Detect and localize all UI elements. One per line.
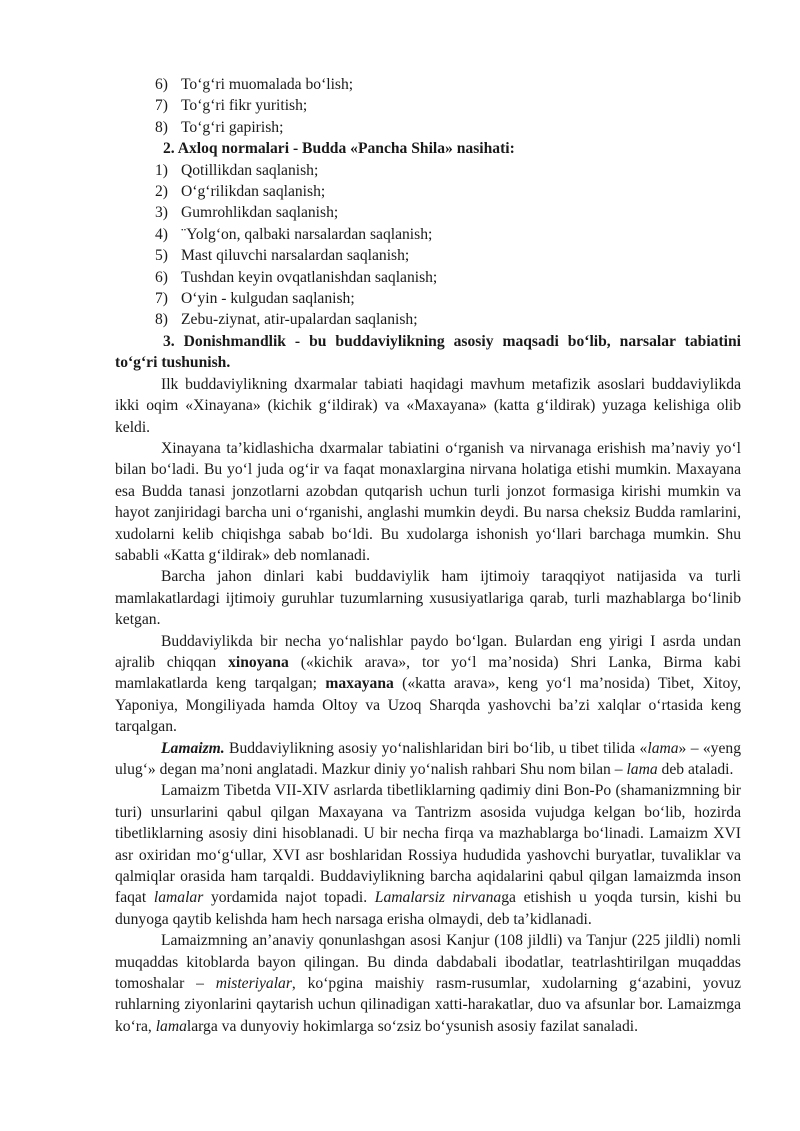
text-run: larga va dunyoviy hokimlarga so‘zsiz bo‘ysunish asosiy fazilat sanaladi. — [186, 1017, 638, 1035]
list-number: 7) — [155, 290, 168, 308]
list-text: Tushdan keyin ovqatlanishdan saqlanish; — [181, 268, 438, 286]
list-item — [115, 160, 741, 181]
term-misteriyalar: misteriyalar — [215, 975, 292, 993]
document-page — [115, 74, 741, 1037]
term-lama: lama — [155, 1017, 187, 1035]
paragraph-6 — [115, 780, 741, 930]
term-lamalar: lamalar — [153, 889, 204, 907]
list-number: 2) — [155, 183, 168, 201]
list-item — [115, 202, 741, 223]
list-number: 4) — [155, 225, 168, 243]
list-text: O‘yin - kulgudan saqlanish; — [181, 290, 355, 308]
paragraph-2: Xinayana ta’kidlashicha dxarmalar tabiatini o‘rganish va nirvanaga erishish ma’naviy yo‘l bilan bo‘ladi. Bu yo‘l juda og‘ir va faqat monaxlargina nirvana holatiga etishi mumkin. Maxayana esa Budda tanasi jonzotlarni azobdan qutqarish uchun turli jonzot formasiga kirishi mumkin va hayot zanjiridagi barcha uni o‘rganishi, anglashi mumkin deydi. Bu narsa cheksiz Budda ramlarini, xudolarni kelib chiqishga sabab bo‘ldi. Bu xudolarga ishonish yo‘llari barchaga mumkin. Shu sababli «Katta g‘ildirak» deb nomlanadi. — [115, 439, 741, 564]
text-run: yordamida najot topadi. — [203, 889, 375, 907]
list-item — [115, 181, 741, 202]
list-item — [115, 288, 741, 309]
list-item — [115, 95, 741, 116]
list-text: Mast qiluvchi narsalardan saqlanish; — [181, 247, 410, 265]
paragraph-4 — [115, 631, 741, 738]
text-run: ga etishish u yoqda tursin, kishi bu dunyoga qaytib kelishda ham hech narsaga erisha olmaydi, deb ta’kidlanadi. — [115, 889, 741, 928]
list-number: 1) — [155, 161, 168, 179]
list-text: Qotillikdan saqlanish; — [181, 161, 319, 179]
text-run: («katta arava», keng yo‘l ma’nosida) Tibet, Xitoy, Yaponiya, Mongiliyada hamda Oltoy va Uzoq Sharqda yashovchi ba’zi xalqlar o‘rtasida keng tarqalgan. — [115, 675, 741, 736]
term-lamaizm: Lamaizm. — [161, 739, 225, 757]
list-item — [115, 245, 741, 266]
text-run: Buddaviylikning asosiy yo‘nalishlaridan biri bo‘lib, u tibet tilida « — [224, 739, 648, 757]
section-heading-2: 2. Axloq normalari - Budda «Pancha Shila» nasihati: — [163, 140, 515, 158]
list-item — [115, 309, 741, 330]
text-run: Buddaviylikda bir necha yo‘nalishlar paydo bo‘lgan. Bulardan eng yirigi I asrda undan ajralib chiqqan — [115, 632, 741, 671]
list-text: To‘g‘ri muomalada bo‘lish; — [181, 76, 354, 93]
list-item — [115, 224, 741, 245]
text-run: Lamaizmning an’anaviy qonunlashgan asosi Kanjur (108 jildli) va Tanjur (225 jildli) nomli muqaddas kitoblarda bayon qilingan. Bu dinda dabdabali ibodatlar, teatrlashtirilgan muqaddas tomoshalar – — [115, 932, 741, 993]
text-run: Lamaizm Tibetda VII-XIV asrlarda tibetliklarning qadimiy dini Bon-Po (shamanizmning bir turi) unsurlarini qabul qilgan Maxayana va Tantrizm asosida vujudga kelgan bo‘lib, hozirda tibetliklarning asosiy dini hisoblanadi. U bir necha firqa va mazhablarga bo‘linadi. Lamaizm XVI asr oxiridan mo‘g‘ullar, XVI asr boshlaridan Rossiya hududida yashovchi buryatlar, tuvaliklar va qalmiqlar orasida ham tarqaldi. Buddaviylikning barcha aqidalarini qabul qilgan lamaizmda inson faqat — [115, 782, 741, 907]
list-text: To‘g‘ri gapirish; — [181, 118, 284, 136]
section-heading-3: 3. Donishmandlik - bu buddaviylikning asosiy maqsadi bo‘lib, narsalar tabiatini to‘g‘ri tushunish. — [115, 332, 741, 372]
term-lamalarsiz-nirvana: Lamalarsiz nirvana — [374, 889, 502, 907]
paragraph-3: Barcha jahon dinlari kabi buddaviylik ham ijtimoiy taraqqiyot natijasida va turli mamlakatlardagi ijtimoiy guruhlar tuzumlarning xususiyatlariga qarab, turli mazhablarga bo‘linib ketgan. — [115, 568, 741, 629]
text-run: deb ataladi. — [657, 761, 734, 778]
list-number: 5) — [155, 247, 168, 265]
list-text: O‘g‘rilikdan saqlanish; — [181, 183, 326, 201]
list-text: Gumrohlikdan saqlanish; — [181, 204, 339, 222]
paragraph-5 — [115, 738, 741, 781]
list-text: Zebu-ziynat, atir-upalardan saqlanish; — [181, 311, 418, 329]
text-run: , ko‘pgina maishiy rasm-rusumlar, xudolarning g‘azabini, yovuz ruhlarning ziyonlarini qaytarish uchun qilinadigan xatti-harakatlar, duo va afsunlar bor. Lamaizmga ko‘ra, — [115, 975, 741, 1035]
list-number: 3) — [155, 204, 168, 222]
list-item — [115, 267, 741, 288]
text-run: » – «yeng ulug‘» degan ma’noni anglatadi. Mazkur diniy yo‘nalish rahbari Shu nom bilan – — [115, 739, 741, 778]
list-text: To‘g‘ri fikr yuritish; — [181, 97, 308, 115]
list-number: 7) — [155, 97, 168, 115]
list-item — [115, 74, 741, 95]
list-number: 6) — [155, 76, 168, 93]
list-item — [115, 117, 741, 138]
text-run: («kichik arava», tor yo‘l ma’nosida) Shri Lanka, Birma kabi mamlakatlarda keng tarqalgan; — [115, 653, 741, 693]
term-lama: lama — [626, 761, 658, 778]
list-text: ¨Yolg‘on, qalbaki narsalardan saqlanish; — [181, 225, 433, 243]
term-maxayana: maxayana — [325, 675, 394, 693]
list-number: 8) — [155, 311, 168, 329]
list-number: 8) — [155, 118, 168, 136]
term-xinoyana: xinoyana — [228, 653, 289, 671]
paragraph-1: Ilk buddaviylikning dxarmalar tabiati haqidagi mavhum metafizik asoslari buddaviylikda ikki oqim «Xinayana» (kichik g‘ildirak) va «Maxayana» (katta g‘ildirak) yuzaga kelishiga olib keldi. — [115, 375, 741, 436]
paragraph-7 — [115, 930, 741, 1037]
term-lama: lama — [647, 739, 679, 757]
list-number: 6) — [155, 268, 168, 286]
